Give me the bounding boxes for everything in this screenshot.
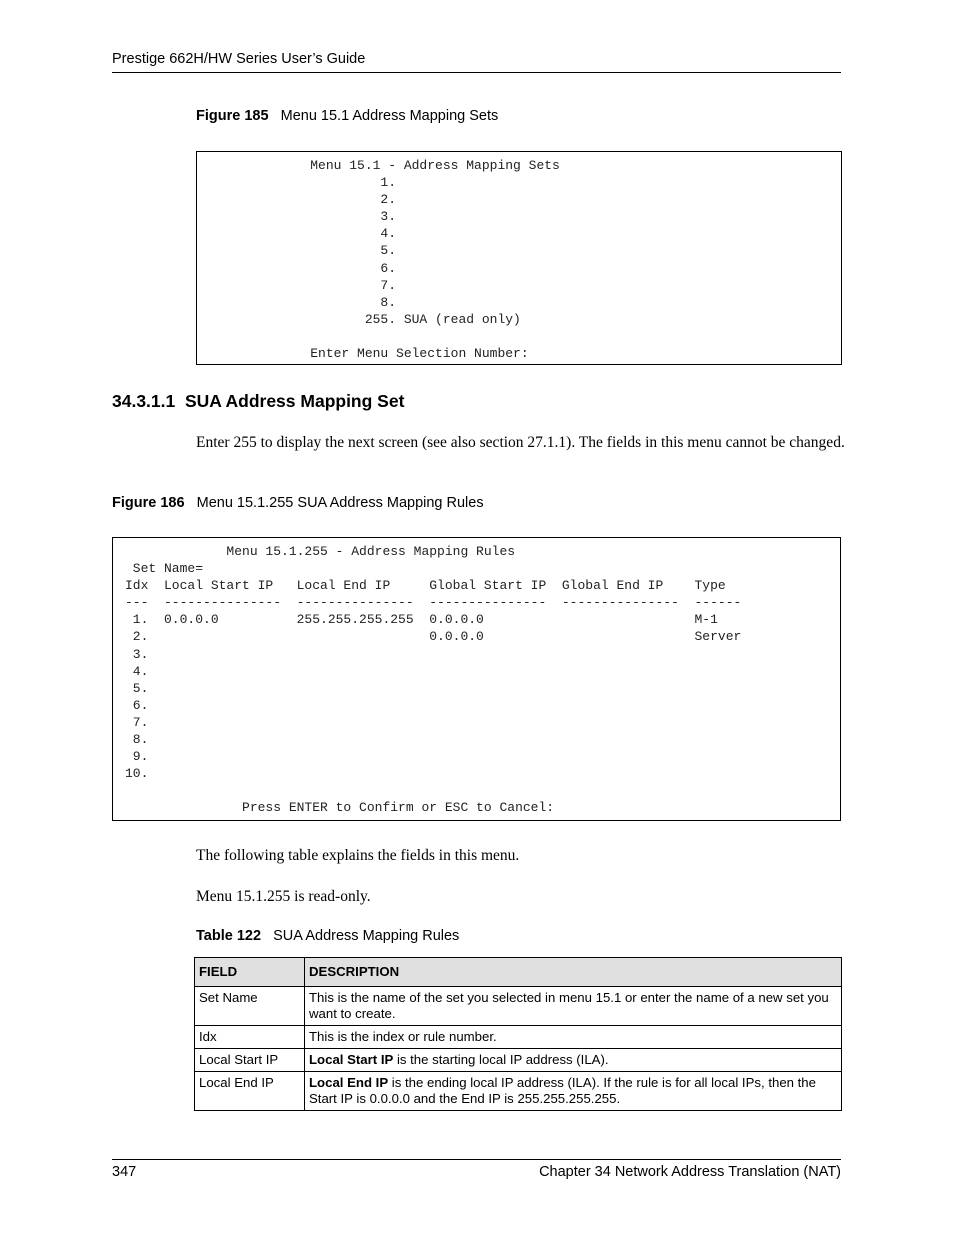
description-bold-term: Local End IP bbox=[309, 1075, 389, 1090]
figure-185-label: Figure 185 bbox=[196, 108, 269, 124]
figure-185-caption bbox=[196, 108, 498, 124]
section-paragraph: Enter 255 to display the next screen (see also section 27.1.1). The fields in this menu cannot be changed. bbox=[196, 434, 845, 451]
table-row bbox=[195, 1049, 842, 1072]
body-paragraph-2: Menu 15.1.255 is read-only. bbox=[196, 888, 371, 905]
figure-186-screen: Menu 15.1.255 - Address Mapping Rules Set Name= Idx Local Start IP Local End IP Global Start IP Global End IP Type --- --------------- --------------- --------------- --------------- ------ 1. 0.0.0.0 255.255.255.255 0.0.0.0 M-1 2. 0.0.0.0 Server 3. 4. 5. 6. 7. 8. 9. 10. Press ENTER to Confirm or ESC to Cancel: bbox=[112, 537, 841, 821]
page-number: 347 bbox=[112, 1164, 137, 1180]
table-header-row bbox=[195, 958, 842, 987]
description-cell bbox=[305, 1049, 842, 1072]
figure-186-caption bbox=[112, 495, 484, 511]
field-cell: Set Name bbox=[195, 987, 305, 1026]
field-cell: Local End IP bbox=[195, 1072, 305, 1111]
column-header-description: DESCRIPTION bbox=[305, 958, 842, 987]
field-cell: Idx bbox=[195, 1026, 305, 1049]
body-paragraph-1: The following table explains the fields in this menu. bbox=[196, 847, 520, 864]
figure-185-screen: Menu 15.1 - Address Mapping Sets 1. 2. 3. 4. 5. 6. 7. 8. 255. SUA (read only) Enter Menu Selection Number: bbox=[196, 151, 842, 365]
figure-186-title: Menu 15.1.255 SUA Address Mapping Rules bbox=[196, 495, 484, 511]
description-text: is the starting local IP address (ILA). bbox=[393, 1052, 609, 1067]
table-row bbox=[195, 1072, 842, 1111]
table-122-title: SUA Address Mapping Rules bbox=[273, 928, 460, 944]
table-122-label: Table 122 bbox=[196, 928, 262, 944]
section-heading bbox=[112, 391, 404, 412]
description-cell bbox=[305, 987, 842, 1026]
table-row bbox=[195, 1026, 842, 1049]
table-122-caption bbox=[196, 928, 459, 944]
figure-186-label: Figure 186 bbox=[112, 495, 185, 511]
section-number: 34.3.1.1 bbox=[112, 391, 176, 411]
description-text: This is the name of the set you selected in menu 15.1 or enter the name of a new set you want to create. bbox=[309, 990, 829, 1021]
header-title: Prestige 662H/HW Series User’s Guide bbox=[112, 51, 366, 67]
table-row bbox=[195, 987, 842, 1026]
description-text: is the ending local IP address (ILA). If the rule is for all local IPs, then the Start IP is 0.0.0.0 and the End IP is 255.255.255.255. bbox=[309, 1075, 816, 1106]
description-cell bbox=[305, 1026, 842, 1049]
field-description-table bbox=[194, 957, 842, 1111]
page-footer bbox=[112, 1159, 841, 1184]
description-bold-term: Local Start IP bbox=[309, 1052, 394, 1067]
description-text: This is the index or rule number. bbox=[309, 1029, 497, 1044]
field-cell: Local Start IP bbox=[195, 1049, 305, 1072]
section-title: SUA Address Mapping Set bbox=[184, 391, 405, 411]
figure-185-title: Menu 15.1 Address Mapping Sets bbox=[280, 108, 499, 124]
chapter-title: Chapter 34 Network Address Translation (NAT) bbox=[539, 1164, 841, 1180]
page-header bbox=[112, 51, 841, 73]
description-cell bbox=[305, 1072, 842, 1111]
column-header-field: FIELD bbox=[195, 958, 305, 987]
